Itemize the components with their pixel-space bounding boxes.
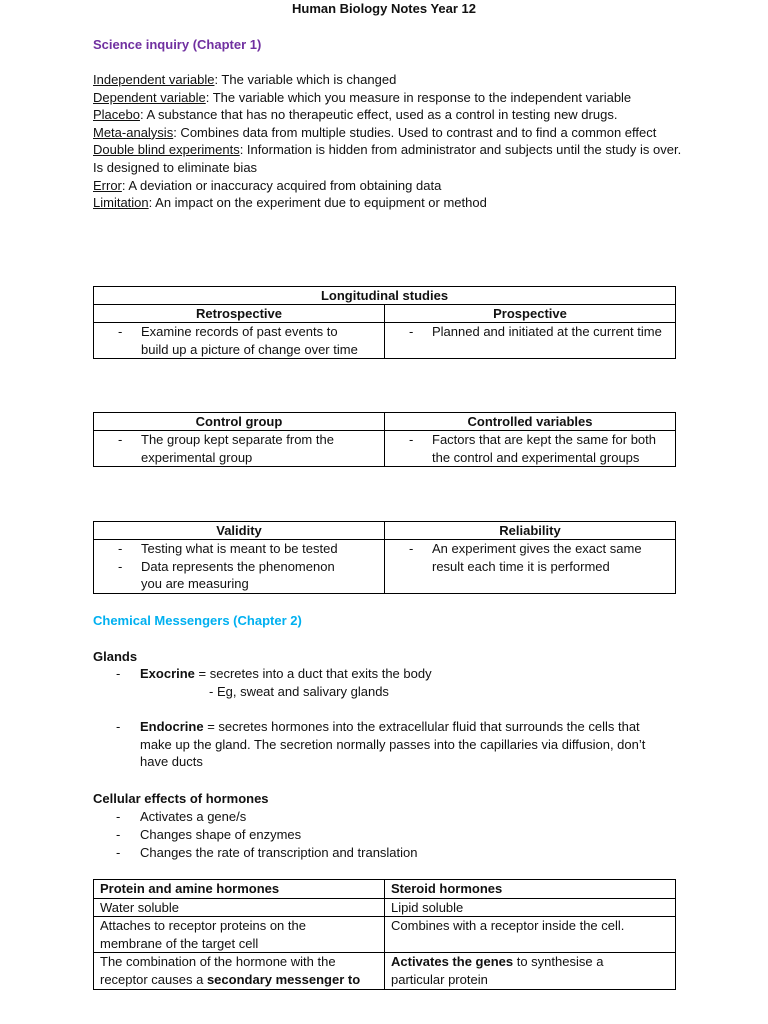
table-cell: Combines with a receptor inside the cell. xyxy=(385,917,676,953)
column-header-protein-amine: Protein and amine hormones xyxy=(94,880,385,899)
reliability-cell xyxy=(385,540,676,594)
table-cell: Lipid soluble xyxy=(385,898,676,917)
table-cell: Water soluble xyxy=(94,898,385,917)
retrospective-cell xyxy=(94,323,385,359)
column-header-reliability: Reliability xyxy=(385,522,676,540)
list-item: - The group kept separate from the experimental group xyxy=(94,431,384,466)
section-heading-science-inquiry: Science inquiry (Chapter 1) xyxy=(93,37,262,52)
definition-text: : Combines data from multiple studies. Used to contrast and to find a common effect xyxy=(173,124,657,140)
exocrine-term: Exocrine xyxy=(140,666,195,681)
definition-term: Limitation xyxy=(93,195,149,211)
definition-independent-variable xyxy=(93,71,693,89)
table-cell xyxy=(385,953,676,989)
definition-term: Double blind experiments xyxy=(93,142,240,158)
table-cell: Attaches to receptor proteins on the membrane of the target cell xyxy=(94,917,385,953)
list-item: - Planned and initiated at the current time xyxy=(385,323,675,341)
cell-bold-text: secondary messenger to xyxy=(206,971,361,987)
definition-term: Meta-analysis xyxy=(93,124,174,140)
column-header-retrospective: Retrospective xyxy=(94,305,385,323)
hormone-comparison-table xyxy=(93,879,676,990)
column-header-validity: Validity xyxy=(94,522,385,540)
endocrine-item xyxy=(140,718,670,771)
definitions-list xyxy=(93,71,693,212)
definition-term: Independent variable xyxy=(93,72,215,87)
definition-term: Placebo xyxy=(93,107,140,123)
cell-text: to synthesise a particular protein xyxy=(391,954,604,987)
column-header-steroid: Steroid hormones xyxy=(385,880,676,899)
cell-bold-text: Activates the genes xyxy=(391,954,514,970)
table-cell xyxy=(94,953,385,989)
cellular-dash: - xyxy=(116,809,121,824)
cell-text: The combination of the hormone with the receptor causes a xyxy=(100,954,336,987)
definition-text: : A deviation or inaccuracy acquired from obtaining data xyxy=(121,177,442,193)
controlled-variables-cell xyxy=(385,431,676,467)
list-item: - Factors that are kept the same for both the control and experimental groups xyxy=(385,431,675,466)
definition-dependent-variable xyxy=(93,89,693,107)
definition-placebo xyxy=(93,106,693,124)
list-item: - Testing what is meant to be tested xyxy=(94,540,384,558)
control-table xyxy=(93,412,676,467)
endocrine-dash: - xyxy=(116,719,121,734)
longitudinal-studies-table xyxy=(93,286,676,359)
definition-term: Dependent variable xyxy=(93,89,206,105)
endocrine-term: Endocrine xyxy=(140,719,204,734)
cellular-item: Activates a gene/s xyxy=(140,809,247,824)
cellular-dash: - xyxy=(116,827,121,842)
cellular-item: Changes the rate of transcription and translation xyxy=(140,845,418,860)
control-group-cell xyxy=(94,431,385,467)
endocrine-text: = secretes hormones into the extracellular fluid that surrounds the cells that make up the gland. The secretion normally passes into the capillaries via diffusion, don’t have ducts xyxy=(140,719,646,770)
table-title: Longitudinal studies xyxy=(94,287,676,305)
cellular-item: Changes shape of enzymes xyxy=(140,827,302,842)
page-title: Human Biology Notes Year 12 xyxy=(292,1,476,16)
definition-error xyxy=(93,177,693,195)
validity-cell xyxy=(94,540,385,594)
column-header-prospective: Prospective xyxy=(385,305,676,323)
definition-text: : The variable which is changed xyxy=(214,72,397,87)
exocrine-text: = secretes into a duct that exits the body xyxy=(194,666,432,681)
validity-reliability-table xyxy=(93,521,676,594)
list-item: - Data represents the phenomenon you are measuring xyxy=(94,558,384,593)
definition-limitation xyxy=(93,194,693,212)
definition-meta-analysis xyxy=(93,124,693,142)
definition-text: : A substance that has no therapeutic effect, used as a control in testing new drugs. xyxy=(139,107,618,123)
definition-double-blind xyxy=(93,141,693,176)
list-item: - An experiment gives the exact same result each time it is performed xyxy=(385,540,675,575)
glands-heading: Glands xyxy=(93,649,138,664)
definition-text: : An impact on the experiment due to equipment or method xyxy=(148,195,487,211)
section-heading-chemical-messengers: Chemical Messengers (Chapter 2) xyxy=(93,613,302,628)
definition-term: Error xyxy=(93,177,122,193)
cellular-effects-heading: Cellular effects of hormones xyxy=(93,791,269,806)
column-header-control-group: Control group xyxy=(94,413,385,431)
exocrine-dash: - xyxy=(116,666,121,681)
list-item: - Examine records of past events to build up a picture of change over time xyxy=(94,323,384,358)
cellular-dash: - xyxy=(116,845,121,860)
definition-text: : Information is hidden from administrator and subjects until the study is over. Is designed to eliminate bias xyxy=(93,142,682,175)
prospective-cell xyxy=(385,323,676,359)
definition-text: : The variable which you measure in response to the independent variable xyxy=(205,89,632,105)
exocrine-item xyxy=(140,665,680,683)
exocrine-example: - Eg, sweat and salivary glands xyxy=(209,684,389,699)
column-header-controlled-variables: Controlled variables xyxy=(385,413,676,431)
